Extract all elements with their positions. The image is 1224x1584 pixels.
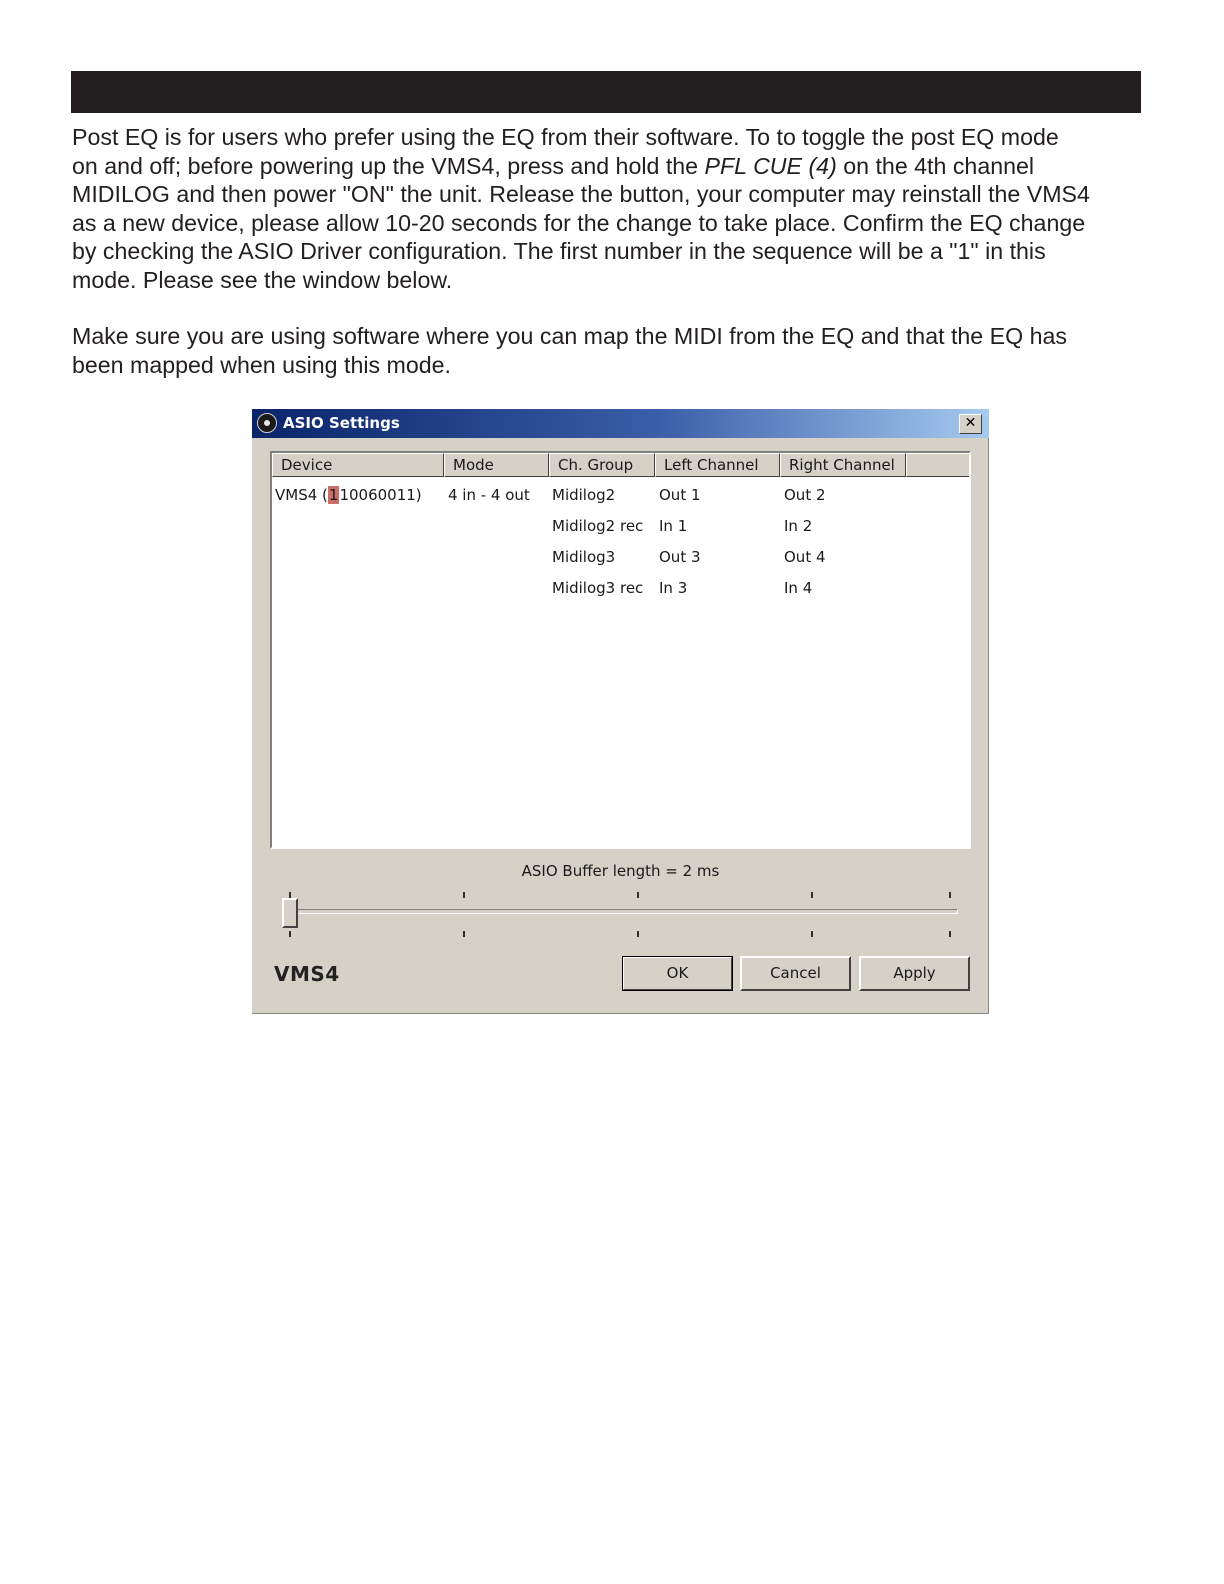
section-header-bar <box>71 71 1141 113</box>
brand-logo: VMS4 <box>274 962 340 986</box>
pfl-cue-emphasis: PFL CUE (4) <box>704 152 837 179</box>
slider-tick <box>949 931 951 937</box>
slider-tick <box>811 892 813 898</box>
text-line: Make sure you are using software where you can map the MIDI from the EQ and that the EQ has <box>72 323 1067 349</box>
cancel-button[interactable]: Cancel <box>740 956 851 991</box>
text-line: Post EQ is for users who prefer using the EQ from their software. To to toggle the post EQ mode <box>72 124 1059 150</box>
right-channel-cell: Out 4 <box>784 548 826 566</box>
right-channel-cell: In 4 <box>784 579 813 597</box>
slider-tick <box>949 892 951 898</box>
buffer-slider-track[interactable] <box>290 909 958 914</box>
app-icon <box>257 413 277 433</box>
text-line: as a new device, please allow 10-20 seconds for the change to take place. Confirm the EQ change <box>72 209 1086 236</box>
dialog-titlebar[interactable] <box>252 409 989 438</box>
left-channel-cell: Out 3 <box>659 548 701 566</box>
paragraph-post-eq-instructions <box>72 123 1144 295</box>
group-cell: Midilog2 <box>552 486 616 504</box>
device-list[interactable] <box>270 451 971 849</box>
text-line: by checking the ASIO Driver configuration. The first number in the sequence will be a "1" in this <box>72 238 1046 265</box>
column-header-mode[interactable]: Mode <box>444 453 549 477</box>
group-cell: Midilog3 <box>552 548 616 566</box>
dialog-title: ASIO Settings <box>283 414 400 432</box>
column-header-filler <box>906 453 971 477</box>
right-channel-cell: In 2 <box>784 517 813 535</box>
column-header-left-channel[interactable]: Left Channel <box>655 453 780 477</box>
slider-tick <box>811 931 813 937</box>
slider-tick <box>463 892 465 898</box>
column-header-right-channel[interactable]: Right Channel <box>780 453 906 477</box>
column-header-device[interactable]: Device <box>272 453 444 477</box>
slider-tick <box>289 931 291 937</box>
apply-button[interactable]: Apply <box>859 956 970 991</box>
slider-tick <box>463 931 465 937</box>
slider-tick <box>637 892 639 898</box>
text-line: MIDILOG and then power "ON" the unit. Release the button, your computer may reinstall the VMS4 <box>72 181 1090 208</box>
asio-settings-dialog <box>252 409 989 1014</box>
left-channel-cell: In 3 <box>659 579 688 597</box>
left-channel-cell: In 1 <box>659 517 688 535</box>
group-cell: Midilog3 rec <box>552 579 644 597</box>
left-channel-cell: Out 1 <box>659 486 701 504</box>
text-segment: on the 4th channel <box>836 152 1035 179</box>
slider-tick <box>637 931 639 937</box>
group-cell: Midilog2 rec <box>552 517 644 535</box>
mode-cell: 4 in - 4 out <box>448 486 530 504</box>
highlighted-digit: 1 <box>328 486 339 504</box>
close-button[interactable]: ✕ <box>959 414 982 434</box>
device-cell[interactable] <box>275 486 422 504</box>
buffer-length-label: ASIO Buffer length = 2 ms <box>521 862 720 880</box>
paragraph-midi-mapping-note <box>72 322 1144 379</box>
device-name: VMS4 ( <box>275 486 328 504</box>
ok-button[interactable]: OK <box>622 956 733 991</box>
buffer-slider-thumb[interactable] <box>282 898 298 928</box>
text-line <box>72 152 1144 181</box>
list-header <box>272 453 971 477</box>
right-channel-cell: Out 2 <box>784 486 826 504</box>
column-header-ch-group[interactable]: Ch. Group <box>549 453 655 477</box>
text-line: been mapped when using this mode. <box>72 351 451 378</box>
device-serial: 10060011) <box>339 486 422 504</box>
text-line: mode. Please see the window below. <box>72 266 453 293</box>
text-segment: on and off; before powering up the VMS4, press and hold the <box>72 152 705 179</box>
